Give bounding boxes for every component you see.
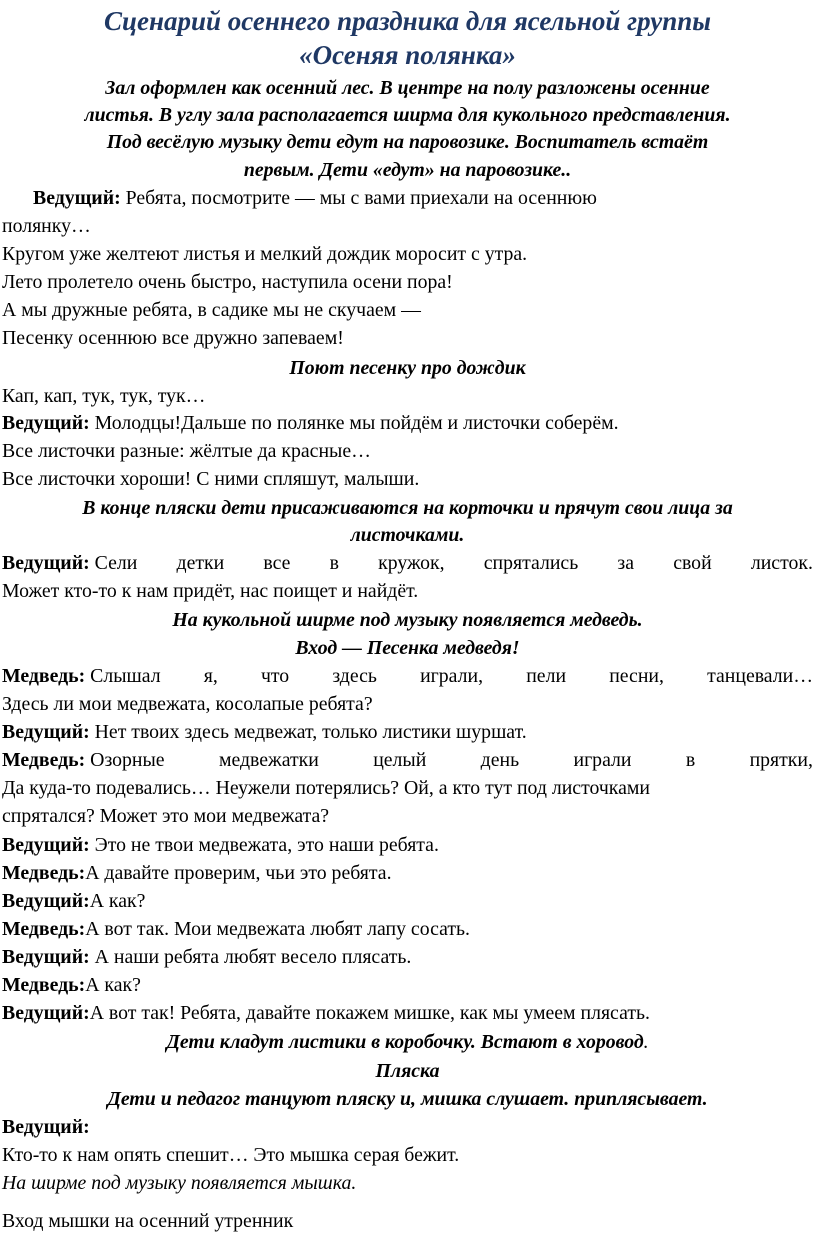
- speaker-label: Медведь:: [2, 918, 86, 940]
- dialogue-line-justified: [2, 748, 813, 772]
- speech-text: А наши ребята любят весело плясать.: [89, 946, 412, 968]
- speech-word: день: [480, 749, 520, 771]
- speech-line: Может кто-то к нам придёт, нас поищет и найдёт.: [2, 580, 419, 602]
- speaker-label: Ведущий:: [33, 187, 121, 209]
- speech-text: А как?: [85, 974, 141, 996]
- speech-word: в: [685, 749, 696, 771]
- speech-line: Здесь ли мои медвежата, косолапые ребята?: [2, 693, 373, 715]
- stage-direction: [2, 1030, 813, 1054]
- speaker-label: Ведущий:: [2, 834, 90, 856]
- intro-line-4: первым. Дети «едут» на паровозике..: [243, 159, 572, 181]
- speech-line: Кругом уже желтеют листья и мелкий дождик моросит с утра.: [2, 243, 528, 265]
- dialogue-line: [2, 833, 813, 857]
- dialogue-line: [2, 411, 813, 435]
- dialogue-line: [2, 917, 813, 941]
- speaker-label: Ведущий:: [2, 890, 90, 912]
- speech-text: Нет твоих здесь медвежат, только листики шуршат.: [89, 721, 527, 743]
- intro-line-1: Зал оформлен как осенний лес. В центре на полу разложены осенние: [105, 77, 710, 99]
- speech-word: Озорные: [90, 749, 165, 771]
- dialogue-line-justified: [2, 664, 813, 688]
- speaker-with-first-word: [2, 551, 137, 575]
- speech-word: детки: [176, 552, 225, 574]
- speech-word: прятки,: [749, 749, 813, 771]
- dialogue-line: [2, 186, 813, 210]
- speaker-label: Медведь:: [2, 862, 86, 884]
- speaker-label: Медведь:: [2, 665, 86, 687]
- speech-text: А вот так! Ребята, давайте покажем мишке, как мы умеем плясать.: [89, 1002, 650, 1024]
- speech-word: что: [260, 665, 290, 687]
- speaker-with-first-word: [2, 748, 165, 772]
- intro-line-2: листья. В углу зала располагается ширма для кукольного представления.: [84, 104, 731, 126]
- dialogue-line: [2, 945, 813, 969]
- speaker-with-first-word: [2, 664, 161, 688]
- document-title-line2: «Осеняя полянка»: [299, 40, 516, 70]
- stage-direction: Дети и педагог танцуют пляску и, мишка слушает. приплясывает.: [107, 1088, 708, 1110]
- speech-text: Ребята, посмотрите — мы с вами приехали на осеннюю: [120, 187, 597, 209]
- stage-direction: Вход — Песенка медведя!: [295, 637, 520, 659]
- speech-text: А давайте проверим, чьи это ребята.: [85, 862, 392, 884]
- speech-word: танцевали…: [707, 665, 813, 687]
- song-line: Кап, кап, тук, тук, тук…: [2, 385, 206, 407]
- dialogue-line: [2, 973, 813, 997]
- stage-direction: В конце пляски дети присаживаются на корточки и прячут свои лица за: [82, 497, 733, 519]
- speech-line: Кто-то к нам опять спешит… Это мышка серая бежит.: [2, 1144, 460, 1166]
- stage-direction: На кукольной ширме под музыку появляется медведь.: [172, 609, 643, 631]
- document-title-line1: Сценарий осеннего праздника для ясельной группы: [104, 6, 711, 36]
- speaker-label: Медведь:: [2, 974, 86, 996]
- speaker-label: Ведущий:: [2, 1002, 90, 1024]
- speech-word: песни,: [609, 665, 664, 687]
- speech-word: кружок,: [378, 552, 445, 574]
- speech-word: в: [329, 552, 339, 574]
- speaker-label: Ведущий:: [2, 412, 90, 434]
- speech-line: Да куда-то подевались… Неужели потерялись? Ой, а кто тут под листочками: [2, 777, 650, 799]
- footer-line: Вход мышки на осенний утренник: [2, 1210, 294, 1232]
- speech-line: Песенку осеннюю все дружно запеваем!: [2, 327, 344, 349]
- speech-word: играли: [573, 749, 632, 771]
- dialogue-line: [2, 861, 813, 885]
- stage-direction: Пляска: [375, 1060, 440, 1082]
- speech-line: А мы дружные ребята, в садике мы не скучаем —: [2, 299, 421, 321]
- dialogue-line-justified: [2, 551, 813, 575]
- speech-word: свой: [673, 552, 712, 574]
- speaker-label: Ведущий:: [2, 946, 90, 968]
- stage-direction-tail: .: [643, 1031, 649, 1053]
- dialogue-line: [2, 720, 813, 744]
- speech-text: Молодцы!Дальше по полянке мы пойдём и листочки соберём.: [89, 412, 619, 434]
- stage-direction: листочками.: [350, 524, 465, 546]
- speech-line: Лето пролетело очень быстро, наступила осени пора!: [2, 271, 453, 293]
- speech-word: спрятались: [483, 552, 579, 574]
- speech-text: А вот так. Мои медвежата любят лапу сосать.: [85, 918, 470, 940]
- speech-word: целый: [373, 749, 427, 771]
- speech-line: полянку…: [2, 215, 91, 237]
- speech-word: здесь: [332, 665, 377, 687]
- speech-word: я,: [203, 665, 218, 687]
- speech-word: все: [263, 552, 291, 574]
- stage-direction: На ширме под музыку появляется мышка.: [2, 1172, 357, 1194]
- dialogue-line: [2, 889, 813, 913]
- dialogue-line: [2, 1001, 813, 1025]
- speech-word: Сели: [94, 552, 138, 574]
- speaker-label: Ведущий:: [2, 552, 90, 574]
- speaker-label: Ведущий:: [2, 721, 90, 743]
- speech-word: пели: [526, 665, 567, 687]
- stage-direction-text: Дети кладут листики в коробочку. Встают в хоровод: [166, 1031, 644, 1053]
- speech-word: медвежатки: [218, 749, 319, 771]
- intro-line-3: Под весёлую музыку дети едут на паровозике. Воспитатель встаёт: [106, 131, 709, 153]
- stage-direction: Поют песенку про дождик: [289, 357, 526, 379]
- speech-word: Слышал: [90, 665, 161, 687]
- speaker-label: Ведущий:: [2, 1116, 90, 1138]
- speech-word: играли,: [420, 665, 484, 687]
- speaker-label: Медведь:: [2, 749, 86, 771]
- speech-text: А как?: [89, 890, 146, 912]
- speech-text: Это не твои медвежата, это наши ребята.: [89, 834, 439, 856]
- speech-line: спрятался? Может это мои медвежата?: [2, 805, 330, 827]
- speech-word: за: [617, 552, 635, 574]
- speech-line: Все листочки хороши! С ними спляшут, малыши.: [2, 468, 420, 490]
- speech-word: листок.: [750, 552, 813, 574]
- speech-line: Все листочки разные: жёлтые да красные…: [2, 440, 371, 462]
